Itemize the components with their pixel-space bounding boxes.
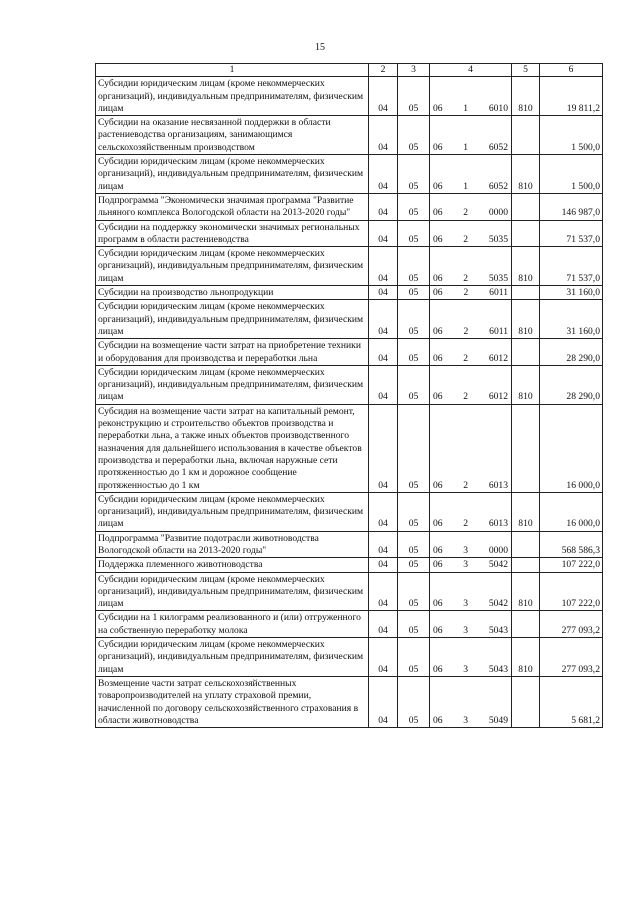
- program-code: 06: [433, 544, 443, 556]
- program-code: 06: [433, 559, 443, 571]
- direction-code: 5043: [488, 624, 508, 636]
- amount-value: 31 160,0: [540, 286, 603, 300]
- section-code: 04: [369, 155, 398, 194]
- header-col-4: 4: [430, 64, 512, 77]
- amount-value: 5 681,2: [540, 676, 603, 727]
- subprogram-code: 2: [463, 479, 469, 491]
- direction-code: 5049: [488, 714, 508, 726]
- subsection-code: 05: [398, 155, 430, 194]
- direction-code: 0000: [488, 544, 508, 556]
- subprogram-code: 3: [463, 598, 469, 610]
- direction-code: 6011: [489, 287, 508, 299]
- row-name: Субсидии на поддержку экономически значимых региональных программ в области растениеводства: [96, 220, 369, 247]
- header-row: [96, 64, 603, 77]
- target-article-code: [430, 558, 512, 572]
- expense-type-code: 810: [512, 572, 540, 611]
- row-name: Подпрограмма "Экономически значимая программа "Развитие льняного комплекса Вологодской области на 2013-2020 годы": [96, 193, 369, 220]
- subsection-code: 05: [398, 611, 430, 638]
- table-row: [96, 611, 603, 638]
- target-article-code: [430, 531, 512, 558]
- expense-type-code: [512, 558, 540, 572]
- program-code: 06: [433, 141, 443, 153]
- program-code: 06: [433, 598, 443, 610]
- row-name: Субсидии на оказание несвязанной поддержки в области растениеводства организациям, занимающимся сельскохозяйственным производством: [96, 116, 369, 155]
- expense-type-code: [512, 531, 540, 558]
- subsection-code: 05: [398, 572, 430, 611]
- program-code: 06: [433, 624, 443, 636]
- target-article-code: [430, 77, 512, 116]
- expense-type-code: [512, 193, 540, 220]
- direction-code: 6013: [488, 518, 508, 530]
- subsection-code: 05: [398, 193, 430, 220]
- subprogram-code: 3: [463, 624, 469, 636]
- subprogram-code: 2: [463, 518, 469, 530]
- amount-value: 277 093,2: [540, 638, 603, 677]
- subsection-code: 05: [398, 286, 430, 300]
- section-code: 04: [369, 193, 398, 220]
- subprogram-code: 2: [463, 272, 469, 284]
- section-code: 04: [369, 339, 398, 366]
- amount-value: 107 222,0: [540, 558, 603, 572]
- row-name: Субсидии юридическим лицам (кроме некоммерческих организаций), индивидуальным предпринимателям, физическим лицам: [96, 492, 369, 531]
- amount-value: 28 290,0: [540, 365, 603, 404]
- direction-code: 6012: [488, 352, 508, 364]
- row-name: Субсидии юридическим лицам (кроме некоммерческих организаций), индивидуальным предпринимателям, физическим лицам: [96, 155, 369, 194]
- program-code: 06: [433, 287, 443, 299]
- direction-code: 0000: [488, 207, 508, 219]
- header-col-6: 6: [540, 64, 603, 77]
- direction-code: 5043: [488, 663, 508, 675]
- target-article-code: [430, 300, 512, 339]
- expense-type-code: [512, 404, 540, 492]
- section-code: 04: [369, 531, 398, 558]
- program-code: 06: [433, 518, 443, 530]
- subprogram-code: 1: [463, 102, 469, 114]
- subsection-code: 05: [398, 247, 430, 286]
- row-name: Субсидии юридическим лицам (кроме некоммерческих организаций), индивидуальным предпринимателям, физическим лицам: [96, 300, 369, 339]
- subsection-code: 05: [398, 116, 430, 155]
- direction-code: 6012: [488, 391, 508, 403]
- subsection-code: 05: [398, 638, 430, 677]
- amount-value: 1 500,0: [540, 155, 603, 194]
- table-row: [96, 638, 603, 677]
- amount-value: 277 093,2: [540, 611, 603, 638]
- program-code: 06: [433, 391, 443, 403]
- expense-type-code: 810: [512, 77, 540, 116]
- table-row: [96, 676, 603, 727]
- row-name: Возмещение части затрат сельскохозяйственных товаропроизводителей на уплату страховой премии, начисленной по договору сельскохозяйственного страхования в области животноводства: [96, 676, 369, 727]
- subprogram-code: 2: [463, 352, 469, 364]
- subprogram-code: 3: [463, 559, 469, 571]
- row-name: Субсидии юридическим лицам (кроме некоммерческих организаций), индивидуальным предпринимателям, физическим лицам: [96, 247, 369, 286]
- amount-value: 71 537,0: [540, 247, 603, 286]
- section-code: 04: [369, 676, 398, 727]
- expense-type-code: [512, 116, 540, 155]
- program-code: 06: [433, 479, 443, 491]
- direction-code: 5035: [488, 272, 508, 284]
- expense-type-code: 810: [512, 155, 540, 194]
- program-code: 06: [433, 102, 443, 114]
- amount-value: 107 222,0: [540, 572, 603, 611]
- section-code: 04: [369, 572, 398, 611]
- row-name: Субсидии юридическим лицам (кроме некоммерческих организаций), индивидуальным предпринимателям, физическим лицам: [96, 572, 369, 611]
- row-name: Субсидии юридическим лицам (кроме некоммерческих организаций), индивидуальным предпринимателям, физическим лицам: [96, 365, 369, 404]
- subsection-code: 05: [398, 558, 430, 572]
- target-article-code: [430, 193, 512, 220]
- row-name: Субсидии на возмещение части затрат на приобретение техники и оборудования для производства и переработки льна: [96, 339, 369, 366]
- program-code: 06: [433, 663, 443, 675]
- target-article-code: [430, 155, 512, 194]
- program-code: 06: [433, 352, 443, 364]
- program-code: 06: [433, 325, 443, 337]
- expense-type-code: 810: [512, 638, 540, 677]
- subsection-code: 05: [398, 300, 430, 339]
- section-code: 04: [369, 220, 398, 247]
- table-row: [96, 77, 603, 116]
- amount-value: 146 987,0: [540, 193, 603, 220]
- subsection-code: 05: [398, 492, 430, 531]
- expense-type-code: 810: [512, 300, 540, 339]
- subsection-code: 05: [398, 339, 430, 366]
- target-article-code: [430, 116, 512, 155]
- header-col-1: 1: [96, 64, 369, 77]
- expense-type-code: [512, 286, 540, 300]
- subsection-code: 05: [398, 365, 430, 404]
- direction-code: 6011: [489, 325, 508, 337]
- target-article-code: [430, 220, 512, 247]
- subsection-code: 05: [398, 676, 430, 727]
- subprogram-code: 2: [463, 207, 469, 219]
- table-row: [96, 339, 603, 366]
- subprogram-code: 2: [463, 391, 469, 403]
- direction-code: 5042: [488, 559, 508, 571]
- program-code: 06: [433, 180, 443, 192]
- target-article-code: [430, 286, 512, 300]
- amount-value: 19 811,2: [540, 77, 603, 116]
- target-article-code: [430, 492, 512, 531]
- page-number: 15: [315, 42, 325, 53]
- subsection-code: 05: [398, 77, 430, 116]
- row-name: Субсидии юридическим лицам (кроме некоммерческих организаций), индивидуальным предпринимателям, физическим лицам: [96, 77, 369, 116]
- expense-type-code: [512, 611, 540, 638]
- budget-table: [95, 63, 603, 728]
- section-code: 04: [369, 558, 398, 572]
- subprogram-code: 2: [463, 233, 469, 245]
- expense-type-code: [512, 220, 540, 247]
- target-article-code: [430, 638, 512, 677]
- direction-code: 6013: [488, 479, 508, 491]
- table-row: [96, 365, 603, 404]
- header-col-5: 5: [512, 64, 540, 77]
- row-name: Субсидии на 1 килограмм реализованного и (или) отгруженного на собственную переработку молока: [96, 611, 369, 638]
- row-name: Субсидия на возмещение части затрат на капитальный ремонт, реконструкцию и строительство объектов производства и переработки льна, а также иных объектов производственного назначения для дальнейшего использования в качестве объектов производства и переработки льна, включая наружные сети протяженностью до 1 км и дорожное сообщение протяженностью до 1 км: [96, 404, 369, 492]
- table-row: [96, 155, 603, 194]
- table-row: [96, 572, 603, 611]
- amount-value: 568 586,3: [540, 531, 603, 558]
- amount-value: 71 537,0: [540, 220, 603, 247]
- row-name: Субсидии юридическим лицам (кроме некоммерческих организаций), индивидуальным предпринимателям, физическим лицам: [96, 638, 369, 677]
- section-code: 04: [369, 77, 398, 116]
- direction-code: 6010: [488, 102, 508, 114]
- expense-type-code: [512, 676, 540, 727]
- section-code: 04: [369, 116, 398, 155]
- expense-type-code: 810: [512, 247, 540, 286]
- section-code: 04: [369, 638, 398, 677]
- header-col-3: 3: [398, 64, 430, 77]
- section-code: 04: [369, 286, 398, 300]
- subprogram-code: 2: [463, 325, 469, 337]
- target-article-code: [430, 572, 512, 611]
- amount-value: 28 290,0: [540, 339, 603, 366]
- table-row: [96, 220, 603, 247]
- subprogram-code: 2: [463, 287, 469, 299]
- table-row: [96, 531, 603, 558]
- section-code: 04: [369, 404, 398, 492]
- section-code: 04: [369, 365, 398, 404]
- amount-value: 1 500,0: [540, 116, 603, 155]
- target-article-code: [430, 339, 512, 366]
- program-code: 06: [433, 207, 443, 219]
- direction-code: 5035: [488, 233, 508, 245]
- program-code: 06: [433, 714, 443, 726]
- expense-type-code: 810: [512, 365, 540, 404]
- section-code: 04: [369, 300, 398, 339]
- direction-code: 5042: [488, 598, 508, 610]
- program-code: 06: [433, 272, 443, 284]
- subsection-code: 05: [398, 404, 430, 492]
- table-row: [96, 116, 603, 155]
- target-article-code: [430, 247, 512, 286]
- table-row: [96, 247, 603, 286]
- row-name: Субсидии на производство льнопродукции: [96, 286, 369, 300]
- subprogram-code: 1: [463, 141, 469, 153]
- subprogram-code: 3: [463, 663, 469, 675]
- row-name: Поддержка племенного животноводства: [96, 558, 369, 572]
- table-row: [96, 286, 603, 300]
- amount-value: 31 160,0: [540, 300, 603, 339]
- table-row: [96, 300, 603, 339]
- amount-value: 16 000,0: [540, 404, 603, 492]
- table-row: [96, 404, 603, 492]
- amount-value: 16 000,0: [540, 492, 603, 531]
- target-article-code: [430, 365, 512, 404]
- table-row: [96, 492, 603, 531]
- expense-type-code: 810: [512, 492, 540, 531]
- section-code: 04: [369, 611, 398, 638]
- target-article-code: [430, 676, 512, 727]
- section-code: 04: [369, 492, 398, 531]
- direction-code: 6052: [488, 141, 508, 153]
- row-name: Подпрограмма "Развитие подотрасли животноводства Вологодской области на 2013-2020 годы": [96, 531, 369, 558]
- expense-type-code: [512, 339, 540, 366]
- table-row: [96, 558, 603, 572]
- subprogram-code: 3: [463, 714, 469, 726]
- target-article-code: [430, 611, 512, 638]
- direction-code: 6052: [488, 180, 508, 192]
- header-col-2: 2: [369, 64, 398, 77]
- subsection-code: 05: [398, 531, 430, 558]
- section-code: 04: [369, 247, 398, 286]
- subprogram-code: 3: [463, 544, 469, 556]
- table-row: [96, 193, 603, 220]
- subsection-code: 05: [398, 220, 430, 247]
- target-article-code: [430, 404, 512, 492]
- program-code: 06: [433, 233, 443, 245]
- subprogram-code: 1: [463, 180, 469, 192]
